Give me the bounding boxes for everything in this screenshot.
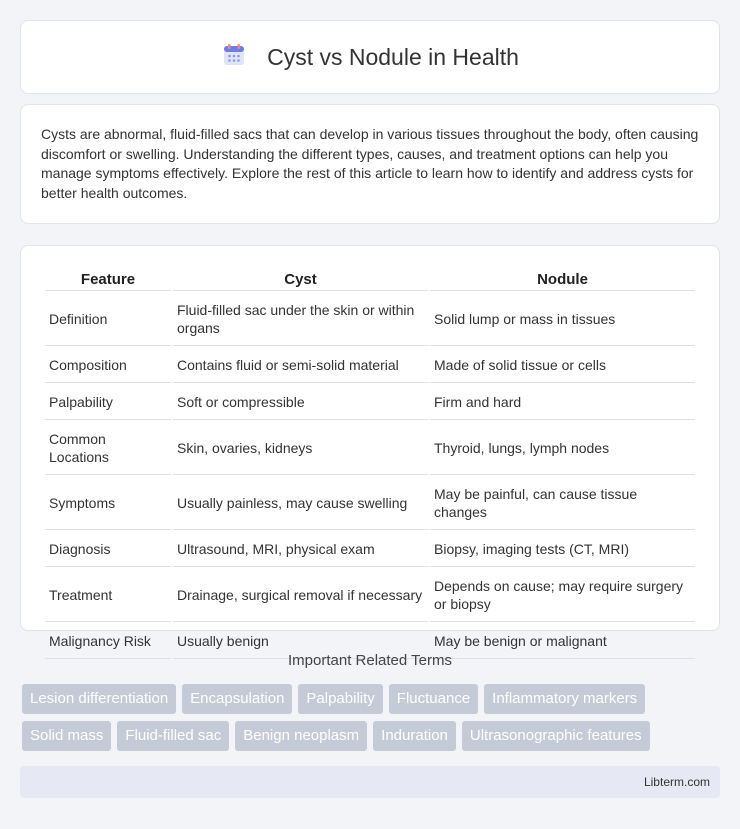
related-terms-list [22,684,722,751]
header-nodule: Nodule [430,268,695,291]
related-term-tag[interactable]: Fluctuance [389,684,478,714]
table-row [45,532,695,567]
related-term-tag[interactable]: Encapsulation [182,684,292,714]
nodule-cell: May be painful, can cause tissue changes [430,477,695,530]
nodule-cell: Firm and hard [430,385,695,420]
related-term-tag[interactable]: Inflammatory markers [484,684,645,714]
header [221,42,519,73]
feature-cell: Symptoms [45,477,171,530]
intro-paragraph: Cysts are abnormal, fluid-filled sacs that can develop in various tissues throughout the body, often causing discomfort or swelling. Understanding the different types, causes, and treatment options can help you manage symptoms effectively. Explore the rest of this article to learn how to identify and address cysts for better health outcomes. [41,126,699,201]
footer [20,766,720,798]
header-feature: Feature [45,268,171,291]
cyst-cell: Drainage, surgical removal if necessary [173,569,428,622]
intro-card [20,104,720,224]
table-row [45,422,695,475]
cyst-cell: Fluid-filled sac under the skin or within organs [173,293,428,346]
related-term-tag[interactable]: Ultrasonographic features [462,721,650,751]
feature-cell: Palpability [45,385,171,420]
nodule-cell: Solid lump or mass in tissues [430,293,695,346]
page-title: Cyst vs Nodule in Health [267,43,519,70]
header-card [20,20,720,94]
related-term-tag[interactable]: Solid mass [22,721,111,751]
nodule-cell: Depends on cause; may require surgery or biopsy [430,569,695,622]
header-cyst: Cyst [173,268,428,291]
calendar-icon [221,42,247,73]
comparison-card [20,245,720,649]
comparison-table [43,266,697,661]
table-row [45,293,695,346]
table-row [45,477,695,530]
table-row [45,385,695,420]
nodule-cell: Thyroid, lungs, lymph nodes [430,422,695,475]
feature-cell: Treatment [45,569,171,622]
footer-site-link[interactable]: Libterm.com [643,775,710,789]
cyst-cell: Usually painless, may cause swelling [173,477,428,530]
cyst-cell: Contains fluid or semi-solid material [173,348,428,383]
related-terms-title: Important Related Terms [288,652,452,669]
feature-cell: Definition [45,293,171,346]
related-term-tag[interactable]: Lesion differentiation [22,684,176,714]
cyst-cell: Soft or compressible [173,385,428,420]
nodule-cell: May be benign or malignant [430,624,695,659]
table-row [45,569,695,622]
feature-cell: Diagnosis [45,532,171,567]
related-term-tag[interactable]: Palpability [298,684,382,714]
cyst-cell: Skin, ovaries, kidneys [173,422,428,475]
table-row [45,348,695,383]
feature-cell: Composition [45,348,171,383]
related-term-tag[interactable]: Benign neoplasm [235,721,367,751]
table-header-row [45,268,695,291]
cyst-cell: Usually benign [173,624,428,659]
nodule-cell: Biopsy, imaging tests (CT, MRI) [430,532,695,567]
feature-cell: Common Locations [45,422,171,475]
nodule-cell: Made of solid tissue or cells [430,348,695,383]
cyst-cell: Ultrasound, MRI, physical exam [173,532,428,567]
related-term-tag[interactable]: Induration [373,721,456,751]
related-term-tag[interactable]: Fluid-filled sac [117,721,229,751]
feature-cell: Malignancy Risk [45,624,171,659]
